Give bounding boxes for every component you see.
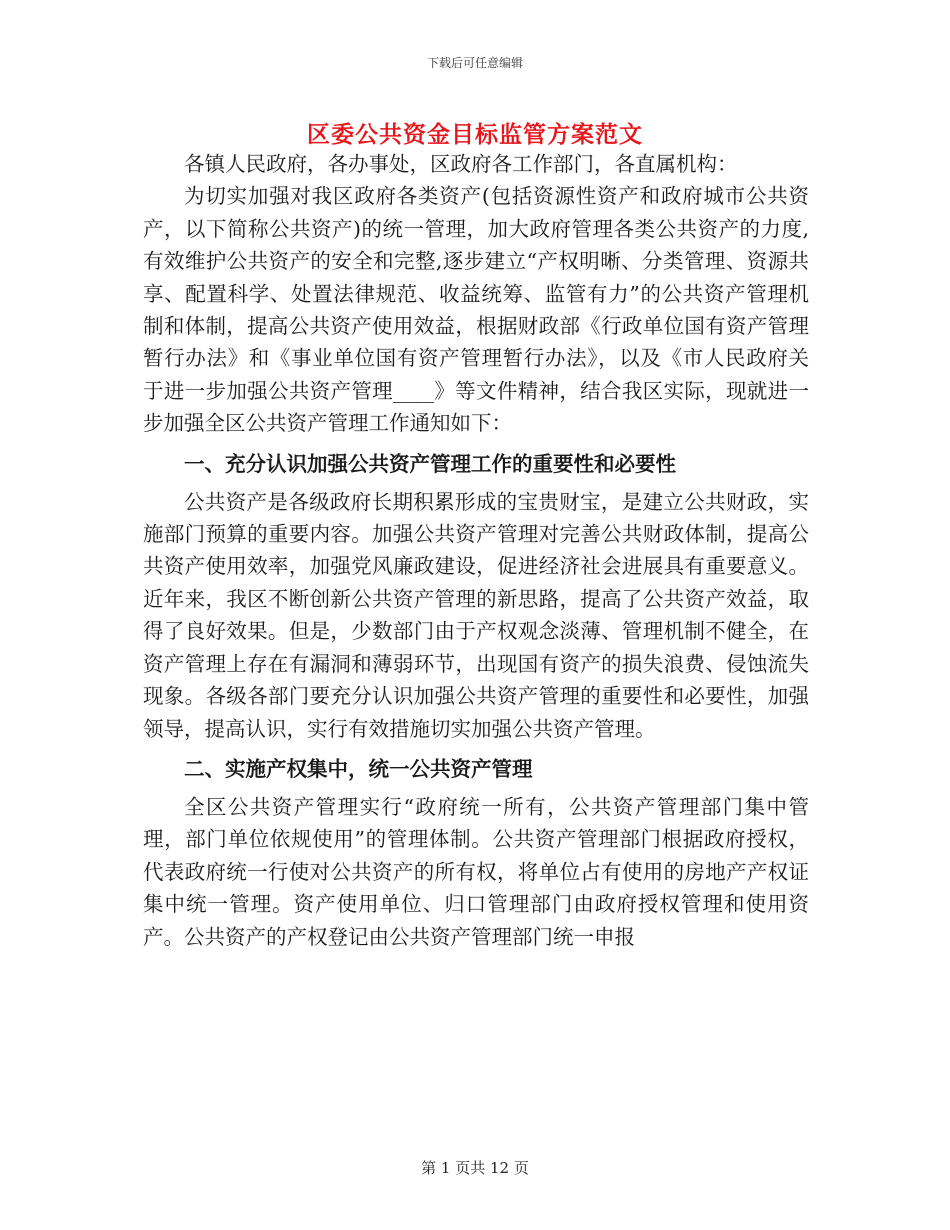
section-1-heading: 一、充分认识加强公共资产管理工作的重要性和必要性 xyxy=(184,451,676,476)
section-2-heading: 二、实施产权集中，统一公共资产管理 xyxy=(184,756,533,781)
page-number-footer: 第 1 页共 12 页 xyxy=(421,1159,529,1177)
section-2-paragraph: 全区公共资产管理实行“政府统一所有，公共资产管理部门集中管理，部门单位依规使用”的管理体制。公共资产管理部门根据政府授权，代表政府统一行使对公共资产的所有权，将单位占有使用的房地产产权证集中统一管理。资产使用单位、归口管理部门由政府授权管理和使用资产。公共资产的产权登记由公共资产管理部门统一申报 xyxy=(143,794,809,949)
page-header-note: 下载后可任意编辑 xyxy=(426,56,523,70)
document-body xyxy=(143,148,809,953)
intro-paragraph: 为切实加强对我区政府各类资产(包括资源性资产和政府城市公共资产，以下简称公共资产)的统一管理，加大政府管理各类公共资产的力度,有效维护公共资产的安全和完整,逐步建立“产权明晰、分类管理、资源共享、配置科学、处置法律规范、收益统筹、监管有力”的公共资产管理机制和体制，提高公共资产使用效益，根据财政部《行政单位国有资产管理暂行办法》和《事业单位国有资产管理暂行办法》，以及《市人民政府关于进一步加强公共资产管理____》等文件精神，结合我区实际，现就进一步加强全区公共资产管理工作通知如下： xyxy=(143,184,809,436)
salutation: 各镇人民政府，各办事处，区政府各工作部门，各直属机构： xyxy=(184,152,738,176)
document-title: 区委公共资金目标监管方案范文 xyxy=(307,121,643,148)
section-1-paragraph: 公共资产是各级政府长期积累形成的宝贵财宝，是建立公共财政，实施部门预算的重要内容。加强公共资产管理对完善公共财政体制，提高公共资产使用效率，加强党风廉政建设，促进经济社会进展具有重要意义。近年来，我区不断创新公共资产管理的新思路，提高了公共资产效益，取得了良好效果。但是，少数部门由于产权观念淡薄、管理机制不健全，在资产管理上存在有漏洞和薄弱环节，出现国有资产的损失浪费、侵蚀流失现象。各级各部门要充分认识加强公共资产管理的重要性和必要性，加强领导，提高认识，实行有效措施切实加强公共资产管理。 xyxy=(143,489,809,741)
